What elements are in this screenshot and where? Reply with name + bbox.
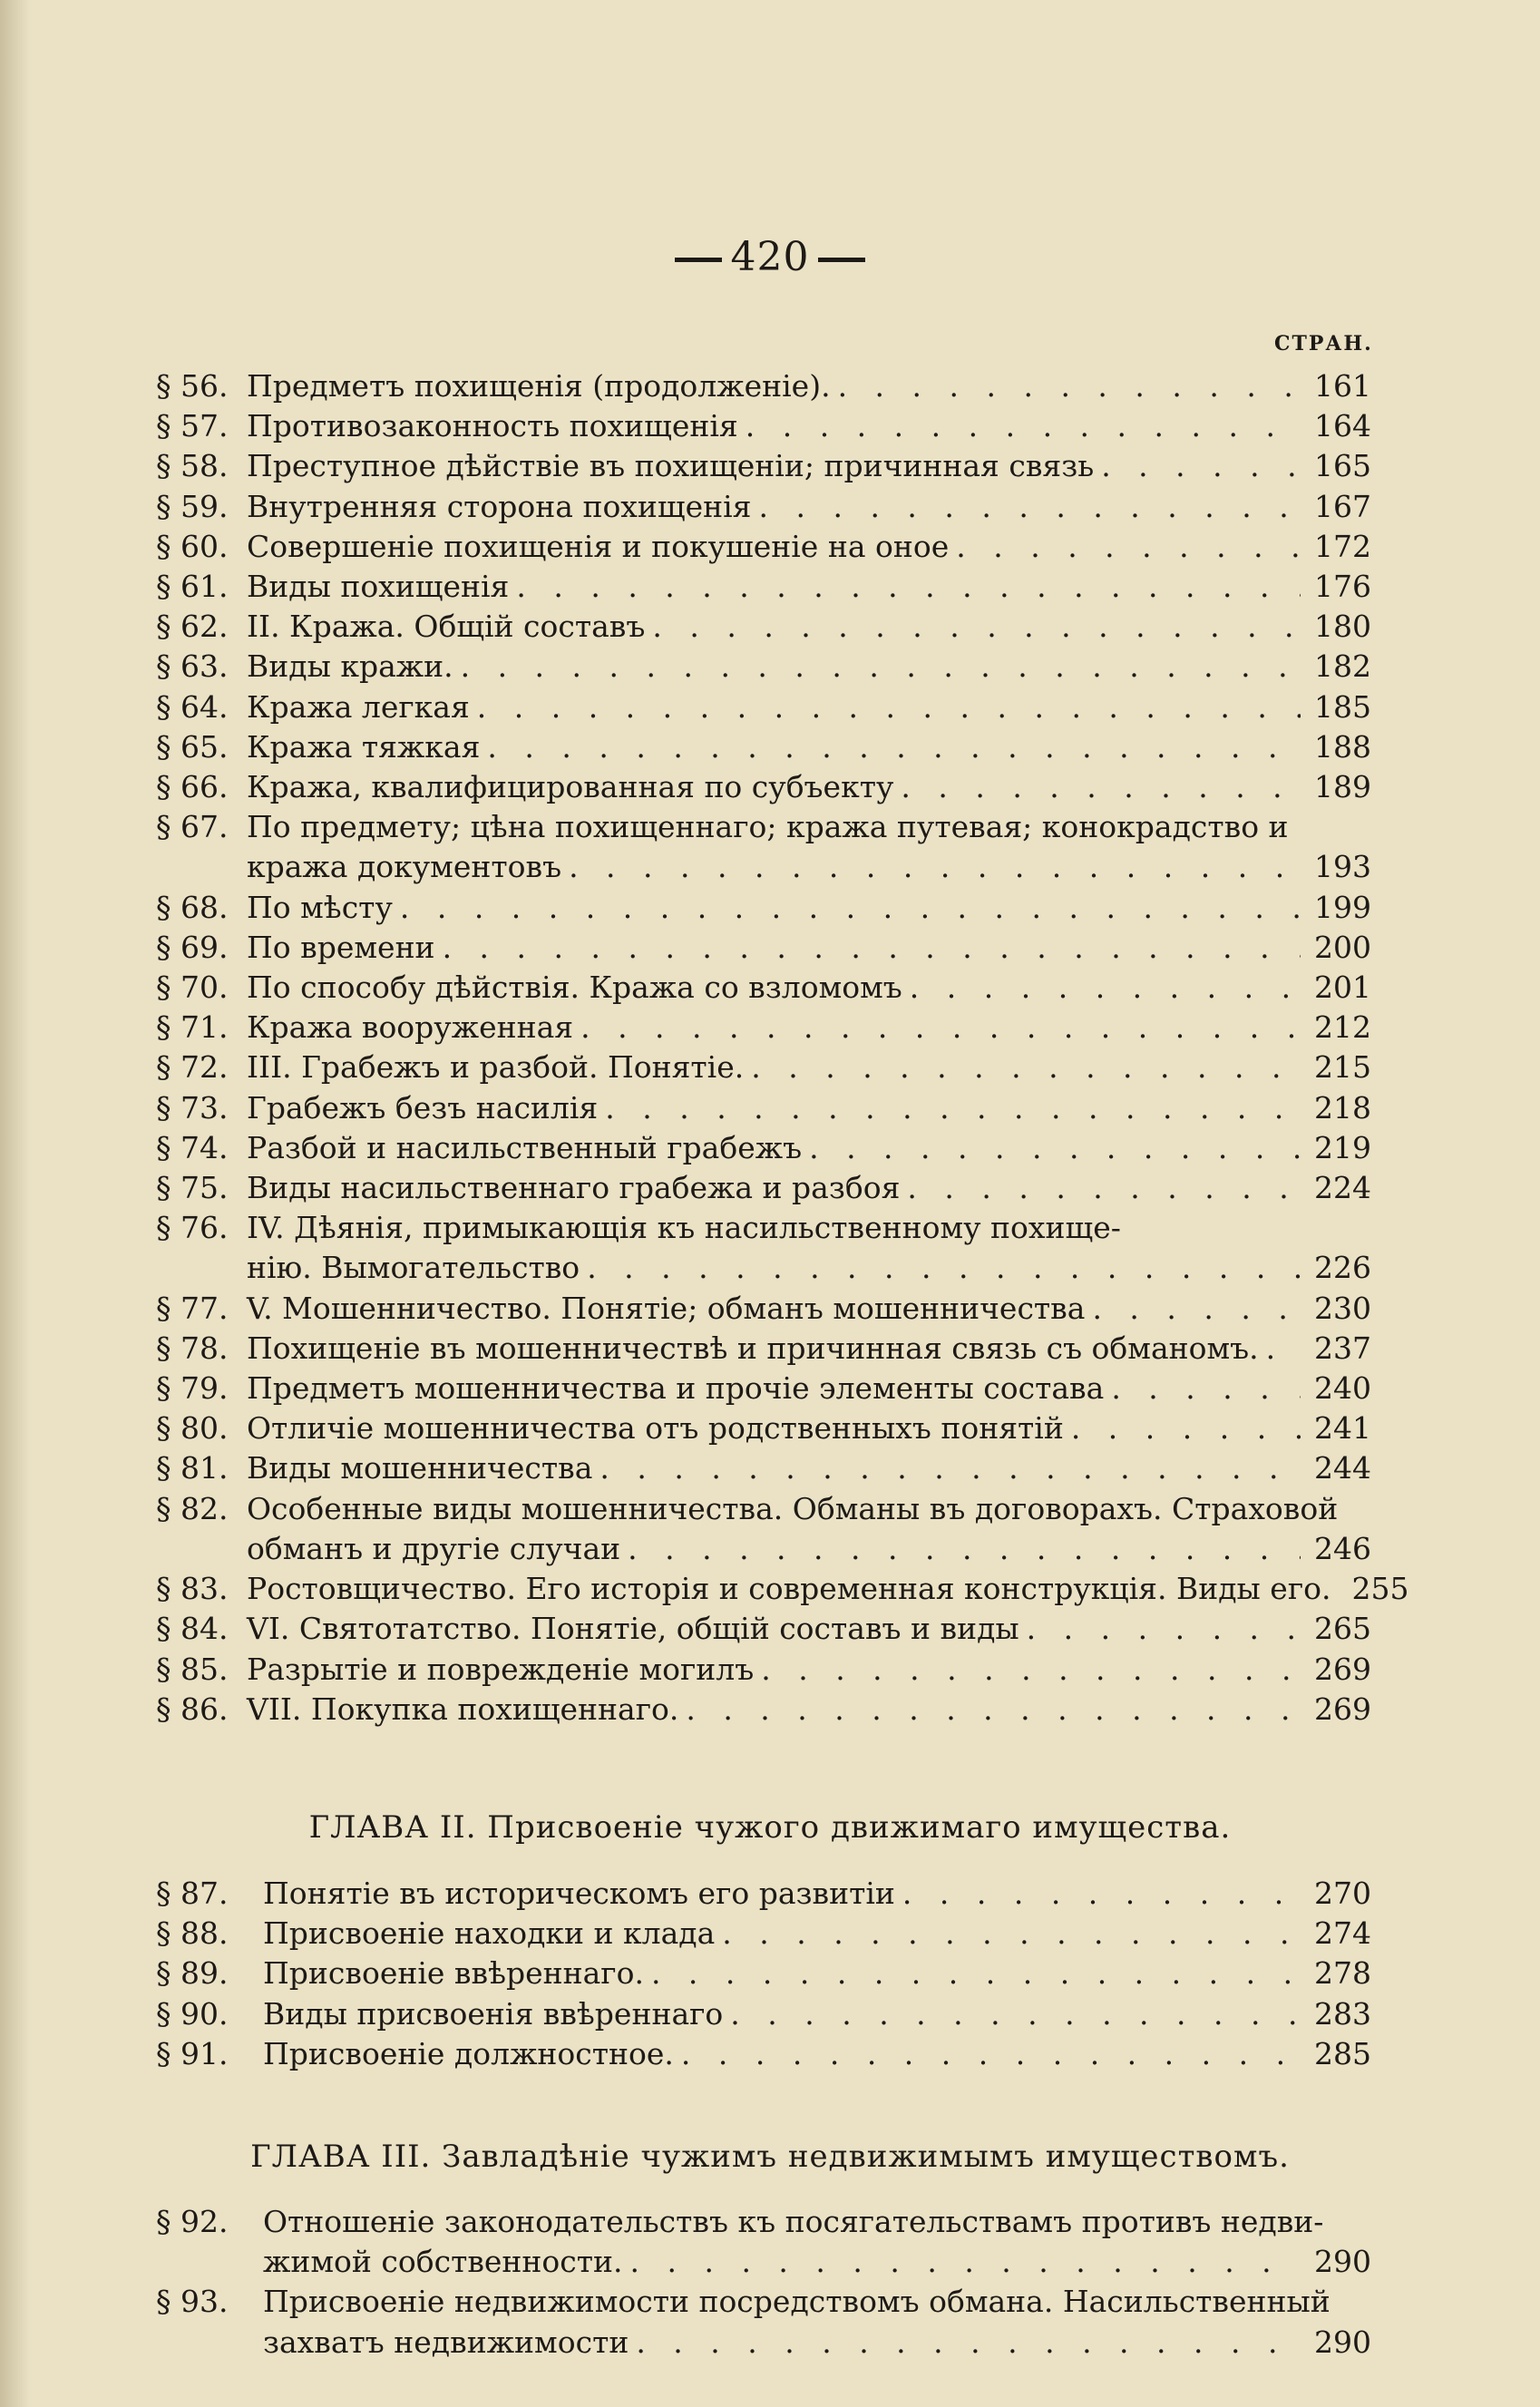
- page-ref: 246: [1314, 1530, 1371, 1566]
- column-header: СТРАН.: [1274, 332, 1373, 356]
- toc-line-continued: [156, 2323, 1371, 2363]
- toc-line: [156, 1408, 1371, 1448]
- leader-dots: [838, 366, 1301, 406]
- section-title: VI. Святотатство. Понятіе, общій составъ и виды: [247, 1611, 1019, 1647]
- page-ref: 180: [1314, 609, 1371, 645]
- leader-dots: [652, 607, 1301, 647]
- toc-line: [156, 1609, 1371, 1649]
- section-title: Кража легкая: [247, 688, 470, 725]
- toc-entry: [156, 366, 1371, 406]
- leader-dots: [443, 928, 1301, 968]
- leader-dots: [1071, 1408, 1301, 1448]
- section-number: § 78.: [156, 1330, 229, 1366]
- page-number: 420: [0, 234, 1540, 280]
- page-ref: 283: [1314, 1995, 1371, 2032]
- page-ref: 240: [1314, 1370, 1371, 1407]
- leader-dots: [1092, 1289, 1301, 1329]
- dash-right: [818, 258, 865, 262]
- toc-line: [156, 446, 1371, 486]
- section-number: § 83.: [156, 1571, 229, 1607]
- section-title: Совершеніе похищенія и покушеніе на оное: [247, 528, 950, 564]
- page-ref: 189: [1314, 769, 1371, 805]
- toc-line: [156, 1088, 1371, 1128]
- section-number: § 59.: [156, 488, 229, 524]
- toc-entry: [156, 1874, 1371, 1914]
- section-title-continued: жимой собственности.: [263, 2244, 623, 2280]
- leader-dots: [1266, 1329, 1301, 1369]
- section-title: II. Кража. Общій составъ: [247, 609, 646, 645]
- page-ref: 278: [1314, 1955, 1371, 1992]
- section-number: § 70.: [156, 970, 229, 1006]
- section-number: § 90.: [156, 1995, 229, 2032]
- dash-left: [675, 258, 722, 262]
- leader-dots: [901, 767, 1301, 807]
- section-number: § 68.: [156, 889, 229, 925]
- section-number: § 58.: [156, 448, 229, 484]
- toc-entry: [156, 767, 1371, 807]
- section-title-continued: нію. Вымогательство: [247, 1250, 580, 1286]
- section-number: § 77.: [156, 1290, 229, 1326]
- toc-line: [156, 968, 1371, 1008]
- toc-line: [156, 2202, 1371, 2242]
- toc-line: [156, 2282, 1371, 2322]
- section-number: § 56.: [156, 368, 229, 404]
- toc-line: [156, 1008, 1371, 1048]
- toc-line: [156, 527, 1371, 567]
- page-ref: 199: [1314, 889, 1371, 925]
- section-title: III. Грабежъ и разбой. Понятіе.: [247, 1049, 745, 1086]
- toc-entry: [156, 607, 1371, 647]
- chapter-2-title: ГЛАВА II. Присвоеніе чужого движимаго имущества.: [308, 1809, 1232, 1846]
- toc-chapter-2: [156, 1874, 1371, 2074]
- section-title: Присвоеніе должностное.: [263, 2035, 674, 2071]
- chapter-3-title: ГЛАВА III. Завладѣніе чужимъ недвижимымъ имуществомъ.: [250, 2139, 1290, 2175]
- section-title: V. Мошенничество. Понятіе; обманъ мошенничества: [247, 1290, 1086, 1326]
- page-ref: 269: [1314, 1651, 1371, 1687]
- leader-dots: [730, 1994, 1301, 2034]
- section-number: § 73.: [156, 1089, 229, 1126]
- toc-entry: [156, 807, 1371, 887]
- page-ref: 237: [1314, 1330, 1371, 1366]
- toc-entry: [156, 1088, 1371, 1128]
- section-title: Противозаконность похищенія: [247, 408, 738, 444]
- section-number: § 66.: [156, 769, 229, 805]
- leader-dots: [686, 1690, 1301, 1730]
- toc-line: [156, 1329, 1371, 1369]
- page-ref: 185: [1314, 688, 1371, 725]
- toc-entry: [156, 1489, 1371, 1569]
- leader-dots: [761, 1650, 1301, 1690]
- toc-entry: [156, 1369, 1371, 1408]
- section-number: § 88.: [156, 1915, 229, 1952]
- section-title: По времени: [247, 929, 435, 965]
- page-ref: 290: [1314, 2244, 1371, 2280]
- leader-dots: [487, 727, 1301, 767]
- toc-line: [156, 647, 1371, 687]
- toc-line: [156, 1954, 1371, 1993]
- page-ref: 193: [1314, 849, 1371, 885]
- leader-dots: [956, 527, 1301, 567]
- leader-dots: [587, 1248, 1301, 1288]
- toc-line: [156, 1048, 1371, 1087]
- leader-dots: [910, 968, 1301, 1008]
- section-title: Похищеніе въ мошенничествѣ и причинная связь съ обманомъ.: [247, 1330, 1259, 1366]
- section-number: § 65.: [156, 728, 229, 765]
- toc-line-continued: [156, 1529, 1371, 1569]
- page-ref: 218: [1314, 1089, 1371, 1126]
- leader-dots: [580, 1008, 1301, 1048]
- toc-entry: [156, 1954, 1371, 1993]
- section-number: § 57.: [156, 408, 229, 444]
- toc-entry: [156, 2282, 1371, 2362]
- toc-entry: [156, 1448, 1371, 1488]
- section-title: Предметъ похищенія (продолженіе).: [247, 368, 831, 404]
- section-title: Виды мошенничества: [247, 1450, 593, 1486]
- toc-line: [156, 366, 1371, 406]
- leader-dots: [605, 1088, 1301, 1128]
- section-number: § 60.: [156, 528, 229, 564]
- toc-line: [156, 807, 1371, 847]
- toc-line: [156, 1650, 1371, 1690]
- section-title: По мѣсту: [247, 889, 393, 925]
- toc-line: [156, 1914, 1371, 1954]
- section-number: § 84.: [156, 1611, 229, 1647]
- page-ref: 201: [1314, 970, 1371, 1006]
- toc-entry: [156, 727, 1371, 767]
- leader-dots: [902, 1874, 1301, 1914]
- section-number: § 71.: [156, 1009, 229, 1046]
- leader-dots: [569, 847, 1301, 887]
- page-ref: 200: [1314, 929, 1371, 965]
- leader-dots: [751, 1048, 1301, 1087]
- leader-dots: [477, 687, 1301, 727]
- section-number: § 74.: [156, 1129, 229, 1165]
- toc-line: [156, 687, 1371, 727]
- toc-entry: [156, 1329, 1371, 1369]
- section-title: Присвоеніе ввѣреннаго.: [263, 1955, 644, 1992]
- page-ref: 274: [1314, 1915, 1371, 1952]
- section-title: Грабежъ безъ насилія: [247, 1089, 599, 1126]
- section-title: Ростовщичество. Его исторія и современная конструкція. Виды его.: [247, 1571, 1331, 1607]
- leader-dots: [759, 487, 1301, 527]
- section-title: По способу дѣйствія. Кража со взломомъ: [247, 970, 902, 1006]
- toc-entry: [156, 1048, 1371, 1087]
- toc-entry: [156, 446, 1371, 486]
- section-number: § 64.: [156, 688, 229, 725]
- section-title: Кража вооруженная: [247, 1009, 574, 1046]
- section-title: Разрытіе и поврежденіе могилъ: [247, 1651, 755, 1687]
- page-ref: 161: [1314, 368, 1371, 404]
- toc-entry: [156, 1128, 1371, 1168]
- leader-dots: [907, 1168, 1301, 1208]
- toc-entry: [156, 1569, 1409, 1609]
- toc-line: [156, 406, 1371, 446]
- toc-entry: [156, 567, 1371, 607]
- section-number: § 69.: [156, 929, 229, 965]
- toc-line: [156, 1489, 1371, 1529]
- section-title: Присвоеніе находки и клада: [263, 1915, 716, 1952]
- page-ref: 244: [1314, 1450, 1371, 1486]
- leader-dots: [681, 2034, 1301, 2074]
- section-number: § 61.: [156, 569, 229, 605]
- leader-dots: [809, 1128, 1301, 1168]
- toc-line: [156, 1569, 1409, 1609]
- page-ref: 226: [1314, 1250, 1371, 1286]
- toc-line: [156, 1994, 1371, 2034]
- section-number: § 62.: [156, 609, 229, 645]
- toc-line: [156, 1168, 1371, 1208]
- toc-line: [156, 928, 1371, 968]
- toc-line: [156, 1128, 1371, 1168]
- toc-line: [156, 1289, 1371, 1329]
- page-ref: 164: [1314, 408, 1371, 444]
- page-ref: 269: [1314, 1691, 1371, 1727]
- section-title: Виды насильственнаго грабежа и разбоя: [247, 1170, 901, 1206]
- section-number: § 92.: [156, 2204, 229, 2239]
- toc-chapter-3: [156, 2202, 1371, 2363]
- toc-entry: [156, 487, 1371, 527]
- leader-dots: [516, 567, 1301, 607]
- toc-entry: [156, 888, 1371, 928]
- toc-entry: [156, 406, 1371, 446]
- leader-dots: [636, 2323, 1301, 2363]
- leader-dots: [630, 2242, 1301, 2282]
- section-title: Внутренняя сторона похищенія: [247, 488, 752, 524]
- toc-entry: [156, 2034, 1371, 2074]
- toc-line-continued: [156, 1248, 1371, 1288]
- section-title: Преступное дѣйствіе въ похищеніи; причинная связь: [247, 448, 1095, 484]
- page-ref: 172: [1314, 528, 1371, 564]
- section-number: § 89.: [156, 1955, 229, 1992]
- toc-entry: [156, 527, 1371, 567]
- section-title: Особенные виды мошенничества. Обманы въ договорахъ. Страховой: [247, 1490, 1339, 1526]
- toc-line: [156, 1690, 1371, 1730]
- section-number: § 85.: [156, 1651, 229, 1687]
- toc-line: [156, 1874, 1371, 1914]
- page-ref: 182: [1314, 648, 1371, 685]
- page-ref: 255: [1351, 1571, 1409, 1607]
- section-number: § 81.: [156, 1450, 229, 1486]
- toc-entry: [156, 1008, 1371, 1048]
- section-title: Присвоеніе недвижимости посредствомъ обмана. Насильственный: [263, 2284, 1330, 2320]
- toc-line: [156, 567, 1371, 607]
- toc-entry: [156, 1650, 1371, 1690]
- page-ref: 188: [1314, 728, 1371, 765]
- section-title: Отличіе мошенничества отъ родственныхъ понятій: [247, 1410, 1064, 1447]
- page-ref: 176: [1314, 569, 1371, 605]
- toc-entry: [156, 687, 1371, 727]
- toc-line: [156, 1369, 1371, 1408]
- section-number: § 72.: [156, 1049, 229, 1086]
- section-number: § 82.: [156, 1490, 229, 1526]
- toc-line: [156, 1448, 1371, 1488]
- toc-entry: [156, 1690, 1371, 1730]
- section-title-continued: обманъ и другіе случаи: [247, 1530, 621, 1566]
- page-ref: 219: [1314, 1129, 1371, 1165]
- leader-dots: [722, 1914, 1301, 1954]
- section-number: § 93.: [156, 2284, 229, 2320]
- leader-dots: [746, 406, 1301, 446]
- section-number: § 91.: [156, 2035, 229, 2071]
- toc-entry: [156, 968, 1371, 1008]
- toc-line: [156, 607, 1371, 647]
- leader-dots: [1027, 1609, 1301, 1649]
- section-number: § 63.: [156, 648, 229, 685]
- section-title: Виды похищенія: [247, 569, 510, 605]
- toc-entry: [156, 928, 1371, 968]
- page-ref: 265: [1314, 1611, 1371, 1647]
- toc-entry: [156, 647, 1371, 687]
- page-ref: 285: [1314, 2035, 1371, 2071]
- toc-entry: [156, 1994, 1371, 2034]
- section-number: § 80.: [156, 1410, 229, 1447]
- section-title: Понятіе въ историческомъ его развитіи: [263, 1876, 895, 1911]
- page-ref: 212: [1314, 1009, 1371, 1046]
- section-number: § 87.: [156, 1876, 229, 1911]
- section-title: IV. Дѣянія, примыкающія къ насильственному похище-: [247, 1210, 1121, 1246]
- toc-entry: [156, 2202, 1371, 2282]
- section-title: Кража, квалифицированная по субъекту: [247, 769, 894, 805]
- toc-line: [156, 1208, 1371, 1248]
- toc-entry: [156, 1408, 1371, 1448]
- leader-dots: [651, 1954, 1301, 1993]
- toc-line: [156, 727, 1371, 767]
- toc-entry: [156, 1289, 1371, 1329]
- toc-entry: [156, 1208, 1371, 1288]
- leader-dots: [400, 888, 1301, 928]
- section-number: § 76.: [156, 1210, 229, 1246]
- page-edge: [0, 0, 31, 2407]
- toc-line-continued: [156, 2242, 1371, 2282]
- section-title: Отношеніе законодательствъ къ посягательствамъ противъ недви-: [263, 2204, 1324, 2239]
- toc-line: [156, 487, 1371, 527]
- section-number: § 75.: [156, 1170, 229, 1206]
- page-ref: 230: [1314, 1290, 1371, 1326]
- section-number: § 79.: [156, 1370, 229, 1407]
- toc-entry: [156, 1914, 1371, 1954]
- section-title: Виды кражи.: [247, 648, 453, 685]
- leader-dots: [628, 1529, 1301, 1569]
- page-ref: 165: [1314, 448, 1371, 484]
- section-title: По предмету; цѣна похищеннаго; кража путевая; конокрадство и: [247, 809, 1289, 845]
- toc-line-continued: [156, 847, 1371, 887]
- toc-entry: [156, 1168, 1371, 1208]
- section-number: § 86.: [156, 1691, 229, 1727]
- leader-dots: [1101, 446, 1301, 486]
- page-ref: 270: [1314, 1876, 1371, 1911]
- page-ref: 167: [1314, 488, 1371, 524]
- leader-dots: [1111, 1369, 1301, 1408]
- section-title-continued: захватъ недвижимости: [263, 2324, 629, 2360]
- section-title-continued: кража документовъ: [247, 849, 562, 885]
- toc-line: [156, 888, 1371, 928]
- leader-dots: [599, 1448, 1301, 1488]
- section-number: § 67.: [156, 809, 229, 845]
- toc-line: [156, 2034, 1371, 2074]
- section-title: Кража тяжкая: [247, 728, 481, 765]
- page-ref: 290: [1314, 2324, 1371, 2360]
- toc-entry: [156, 1609, 1371, 1649]
- page-ref: 241: [1314, 1410, 1371, 1447]
- section-title: Виды присвоенія ввѣреннаго: [263, 1995, 724, 2032]
- toc-line: [156, 767, 1371, 807]
- toc-section-1: [156, 366, 1409, 1730]
- page-ref: 215: [1314, 1049, 1371, 1086]
- section-title: Предметъ мошенничества и прочіе элементы состава: [247, 1370, 1105, 1407]
- section-title: VII. Покупка похищеннаго.: [247, 1691, 679, 1727]
- section-title: Разбой и насильственный грабежъ: [247, 1129, 803, 1165]
- page-ref: 224: [1314, 1170, 1371, 1206]
- leader-dots: [461, 647, 1301, 687]
